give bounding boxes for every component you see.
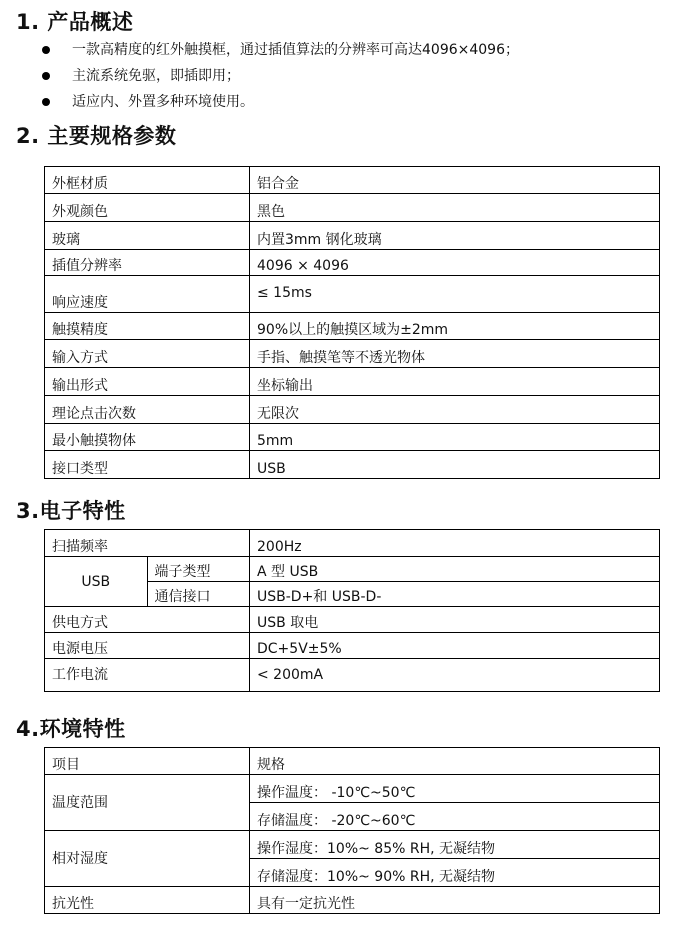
list-item: 主流系统免驱，即插即用； bbox=[40, 63, 519, 89]
section-title-electrical: 3.电子特性 bbox=[16, 499, 126, 523]
bullet-icon bbox=[42, 72, 50, 80]
table-row: 相对湿度 操作湿度：10%~ 85% RH, 无凝结物 bbox=[45, 831, 660, 859]
table-row: 存储温度： -20℃~60℃ bbox=[45, 803, 660, 831]
table-row: 存储湿度：10%~ 90% RH, 无凝结物 bbox=[45, 859, 660, 887]
table-row: 触摸精度 90%以上的触摸区域为±2mm bbox=[45, 313, 660, 340]
table-row: 温度范围 操作温度： -10℃~50℃ bbox=[45, 775, 660, 803]
table-row: 通信接口 USB-D+和 USB-D- bbox=[45, 582, 660, 607]
bullet-icon bbox=[42, 46, 50, 54]
section-title-environment: 4.环境特性 bbox=[16, 717, 126, 741]
list-item: 一款高精度的红外触摸框，通过插值算法的分辨率可高达4096×4096； bbox=[40, 37, 519, 63]
table-row: 最小触摸物体 5mm bbox=[45, 424, 660, 451]
electrical-table bbox=[44, 529, 660, 692]
table-row: 输入方式 手指、触摸笔等不透光物体 bbox=[45, 340, 660, 368]
specs-table bbox=[44, 166, 660, 479]
table-row: 玻璃 内置3mm 钢化玻璃 bbox=[45, 222, 660, 250]
table-row: USB 端子类型 A 型 USB bbox=[45, 557, 660, 582]
table-row: 工作电流 < 200mA bbox=[45, 659, 660, 692]
table-row: 项目 规格 bbox=[45, 748, 660, 775]
table-row: 外框材质 铝合金 bbox=[45, 167, 660, 194]
table-row: 扫描频率 200Hz bbox=[45, 530, 660, 557]
table-row: 供电方式 USB 取电 bbox=[45, 607, 660, 633]
section-title-overview: 1. 产品概述 bbox=[16, 10, 134, 34]
table-row: 外观颜色 黑色 bbox=[45, 194, 660, 222]
section-title-specs: 2. 主要规格参数 bbox=[16, 124, 177, 148]
environment-table bbox=[44, 747, 660, 914]
list-item: 适应内、外置多种环境使用。 bbox=[40, 89, 519, 115]
overview-bullet-list bbox=[40, 37, 519, 115]
bullet-icon bbox=[42, 98, 50, 106]
table-row: 电源电压 DC+5V±5% bbox=[45, 633, 660, 659]
table-row: 接口类型 USB bbox=[45, 451, 660, 479]
table-row: 响应速度 ≤ 15ms bbox=[45, 276, 660, 313]
table-row: 插值分辨率 4096 × 4096 bbox=[45, 250, 660, 276]
table-row: 抗光性 具有一定抗光性 bbox=[45, 887, 660, 914]
table-row: 理论点击次数 无限次 bbox=[45, 396, 660, 424]
table-row: 输出形式 坐标输出 bbox=[45, 368, 660, 396]
